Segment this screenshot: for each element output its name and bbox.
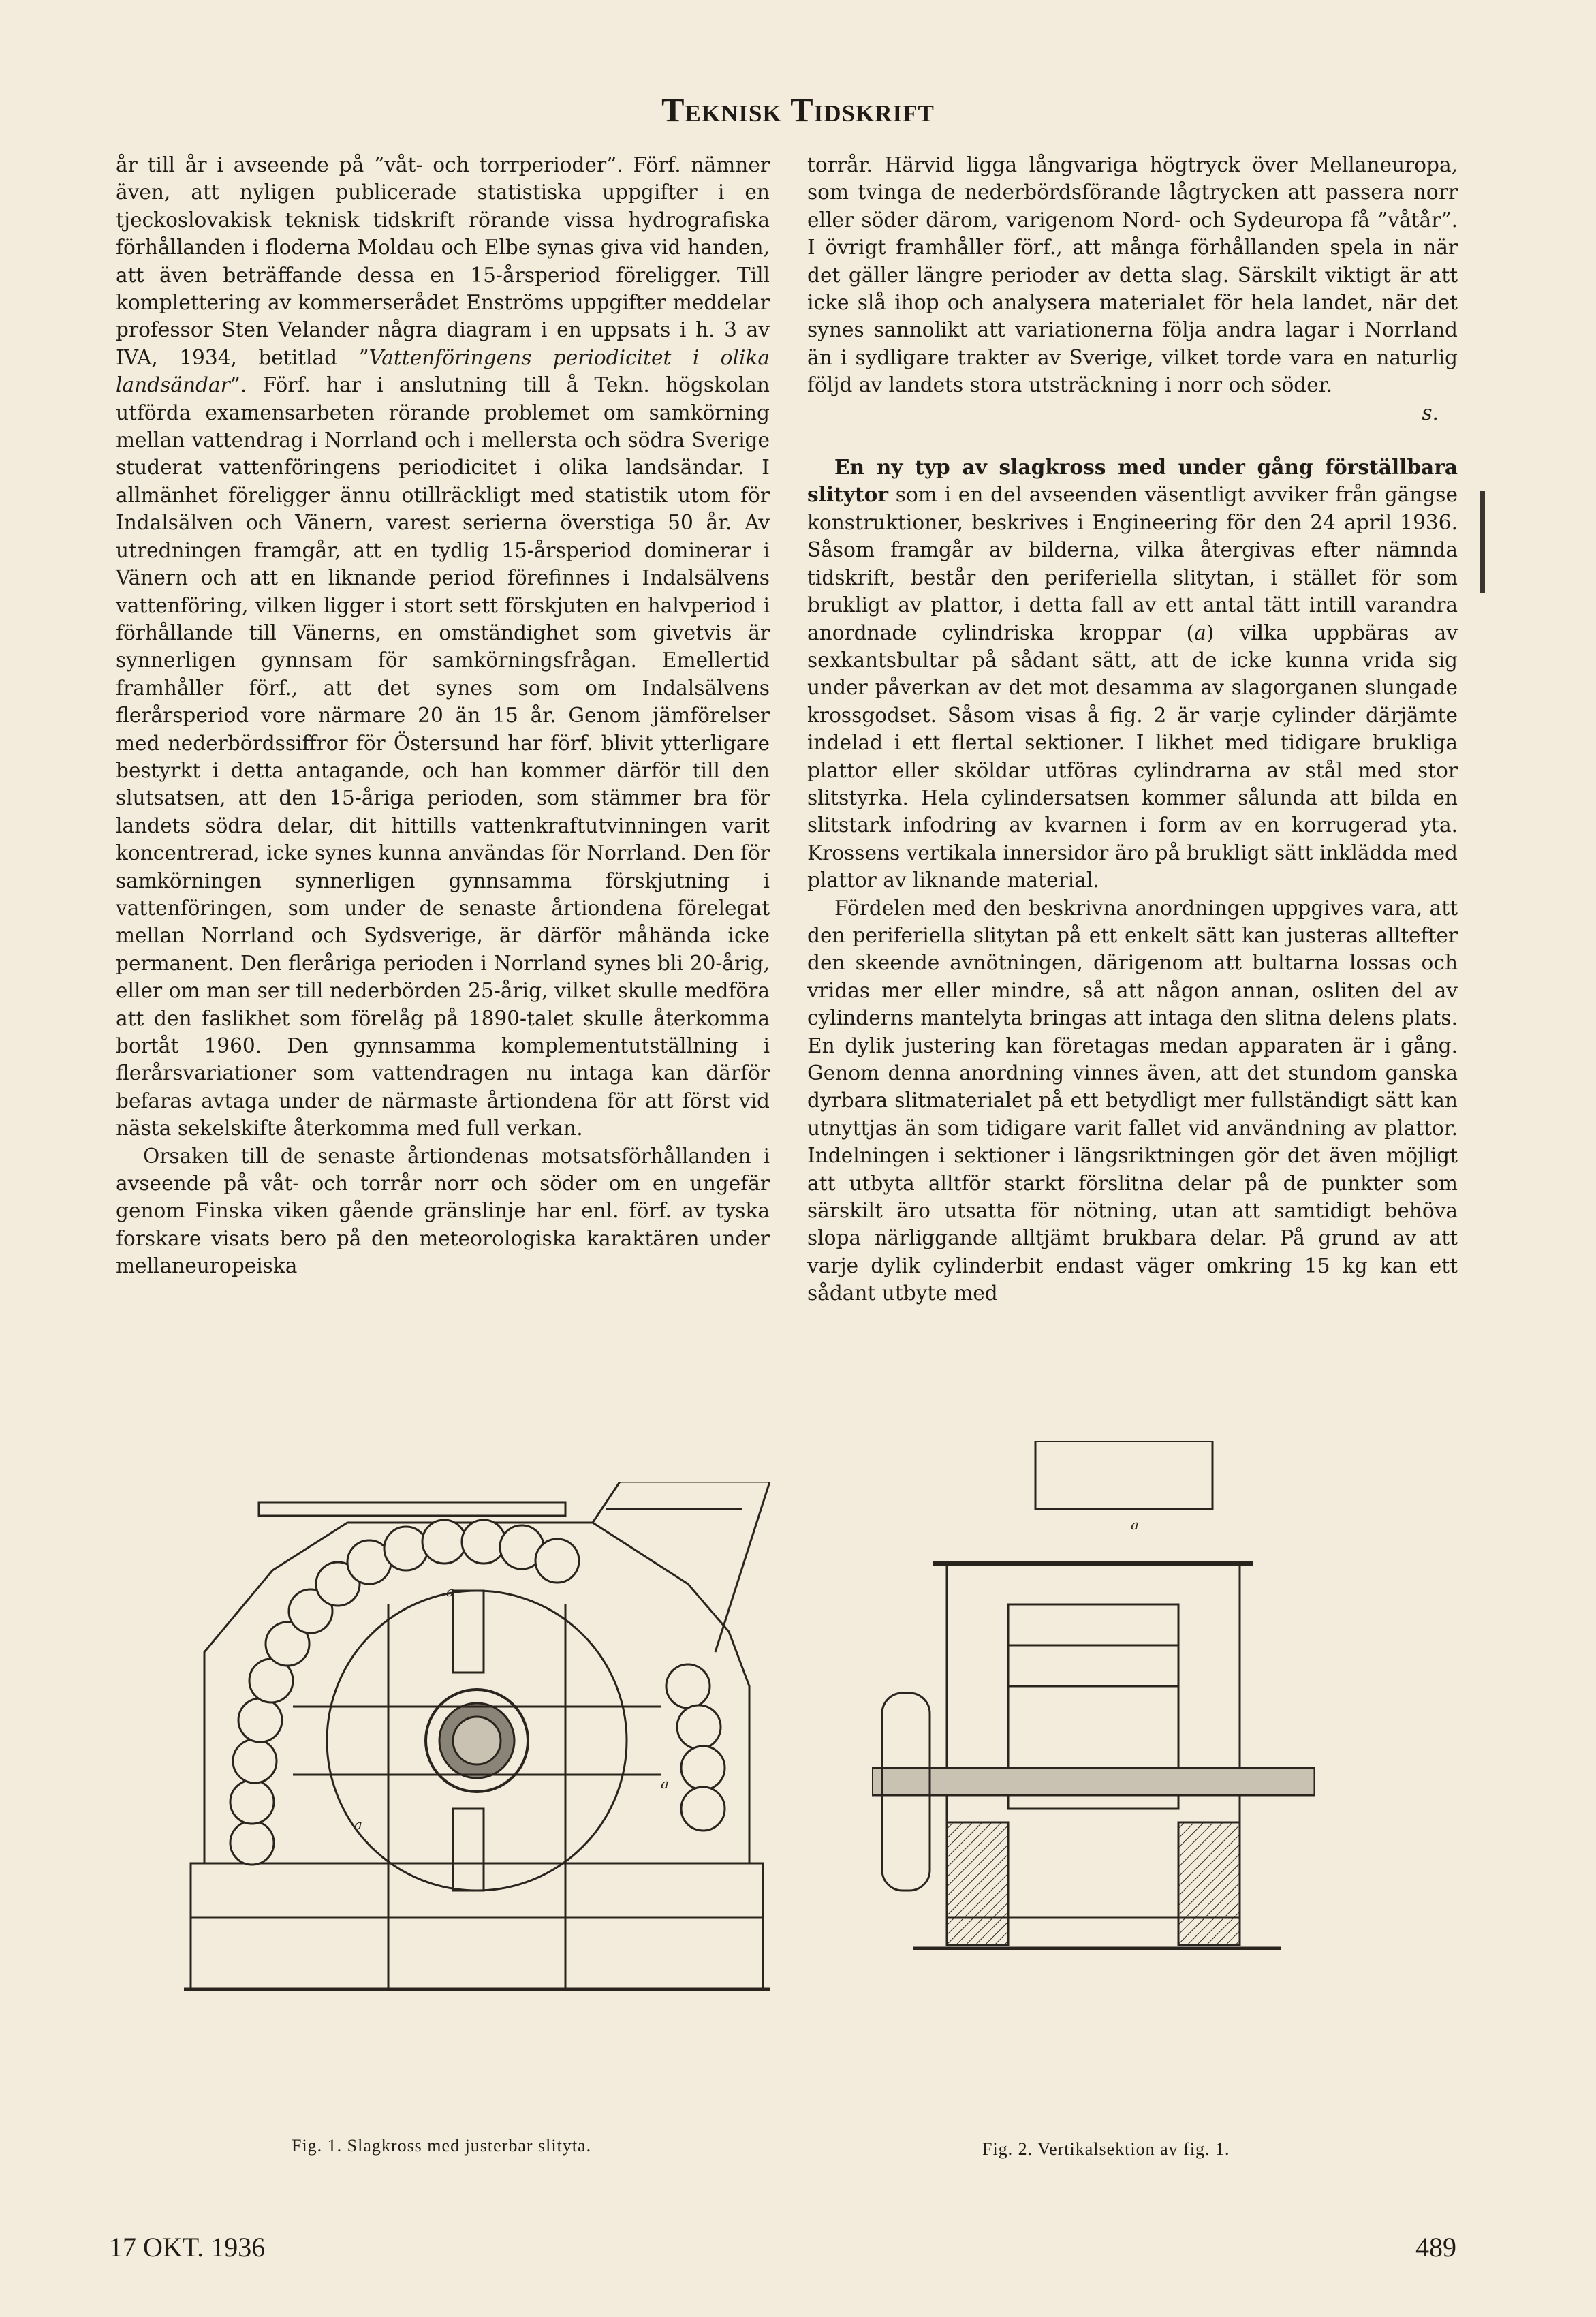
page-number: 489	[1415, 2232, 1456, 2262]
author-signature: s.	[1422, 401, 1439, 424]
fig2-caption: Fig. 2. Vertikalsektion av fig. 1.	[982, 2139, 1230, 2159]
fig2-vertical-section	[872, 1441, 1315, 2000]
right-p1-text: torrår. Härvid ligga långvariga högtryck över Mellaneuropa, som tvinga de nederbördsförande lågtrycken att passera norr eller söder därom, varigenom Nord- och Sydeuropa få ”våtår”. I övrigt framhåller förf., att många förhållanden spela in när det gäller längre perioder av detta slag. Särskilt viktigt är att icke slå ihop och analysera materialet för hela landet, när det synes sannolikt att variationerna följa andra lagar i Norrland än i sydligare trakter av Sverige, vilket torde vara en naturlig följd av landets stora utsträckning i norr och söder.	[807, 153, 1458, 397]
left-paragraph-2: Orsaken till de senaste årtiondenas motsatsförhållanden i avseende på våt- och torrår norr och söder om en ungefär genom Finska viken gående gränslinje har enl. förf. av tyska forskare visats bero på den meteorologiska karaktären under mellaneuropeiska	[116, 1144, 770, 1278]
right-paragraph-1	[807, 151, 1458, 426]
label-a-italic: a	[1194, 621, 1206, 644]
fig1-label-a-left: a	[354, 1816, 362, 1833]
fig2-label-a: a	[1131, 1517, 1139, 1533]
right-p2-rest: ) vilka uppbäras av sexkantsbultar på sådant sätt, att de icke kunna vrida sig under påverkan av det mot desamma av slagorganen slungade krossgodset. Såsom visas å fig. 2 är varje cylinder därjämte indelad i ett flertal sektioner. I likhet med tidigare brukliga plattor eller sköldar utföras cylindrarna av stål med stor slitstyrka. Hela cylindersatsen kommer sålunda att bilda en slitstark infodring av kvarnen i form av en korrugerad yta. Krossens vertikala innersidor äro på brukligt sätt inklädda med plattor av liknande material.	[807, 621, 1458, 892]
right-paragraph-3: Fördelen med den beskrivna anordningen uppgives vara, att den periferiella slitytan på ett enkelt sätt kan justeras alltefter den skeende avnötningen, därigenom att bultarna lossas och vridas mer eller mindre, så att någon annan, osliten del av cylinderns mantelyta bringas att intaga den slitna delens plats. En dylik justering kan företagas medan apparaten är i gång. Genom denna anordning vinnes även, att det stundom ganska dyrbara slitmaterialet på ett betydligt mer fullständigt sätt kan utnyttjas än som tidigare varit fallet vid användning av plattor. Indelningen i sektioner i längsriktningen gör det även möjligt att utbyta alltför starkt förslitna delar på de punkter som särskilt äro utsatta för nötning, utan att samtidigt behöva slopa närliggande alltjämt brukbara delar. På grund av att varje dylik cylinderbit endast väger omkring 15 kg kan ett sådant utbyte med	[807, 896, 1458, 1305]
journal-title: Teknisk Tidskrift	[661, 91, 935, 129]
right-column	[807, 151, 1458, 1307]
issue-date: 17 OKT. 1936	[109, 2232, 266, 2262]
fig1-crusher-drawing	[184, 1482, 783, 2000]
left-paragraph-1	[116, 151, 770, 1142]
section-lead-heading: En ny typ av slagkross med under gång förställbara slitytor	[807, 455, 1458, 507]
right-p2-text: som i en del avseenden väsentligt avviker från gängse konstruktioner, beskrives i Engineering för den 24 april 1936. Såsom framgår av bilderna, vilka återgivas efter nämnda tidskrift, består den periferiella slitytan, i stället för som brukligt av plattor, i detta fall av ett antal tätt intill varandra anordnade cylindriska kroppar (	[807, 483, 1458, 644]
fig1-label-a-top: a	[446, 1583, 454, 1600]
left-p1-text: år till år i avseende på ”våt- och torrperioder”. Förf. nämner även, att nyligen publicerade statistiska uppgifter i en tjeckoslovakisk teknisk tidskrift rörande vissa hydrografiska förhållanden i floderna Moldau och Elbe synas giva vid handen, att även beträffande dessa en 15-årsperiod föreligger. Till komplettering av kommerserådet Enströms uppgifter meddelar professor Sten Velander några diagram i en uppsats i h. 3 av IVA, 1934, betitlad ”	[116, 153, 770, 369]
left-p1-rest: ”. Förf. har i anslutning till å Tekn. högskolan utförda examensarbeten rörande problemet om samkörning mellan vattendrag i Norrland och i mellersta och södra Sverige studerat vattenföringens periodicitet i olika landsändar. I allmänhet föreligger ännu otillräckligt med statistik utom för Indalsälven och Vänern, varest serierna överstiga 50 år. Av utredningen framgår, att en tydlig 15-årsperiod dominerar i Vänern och att en liknande period förefinnes i Indalsälvens vattenföring, vilken ligger i stort sett förskjuten en halvperiod i förhållande till Vänerns, en omständighet som givetvis är synnerligen gynnsam för samkörningsfrågan. Emellertid framhåller förf., att det synes som om Indalsälvens flerårsperiod vore närmare 20 än 15 år. Genom jämförelser med nederbördssiffror för Östersund har förf. blivit ytterligare bestyrkt i detta antagande, och han kommer därför till den slutsatsen, att den 15-åriga perioden, som stämmer bra för landets södra delar, dit hittills vattenkraftutvinningen varit koncentrerad, icke synes kunna användas för Norrland. Den för samkörningen synnerligen gynnsamma förskjutning i vattenföringen, som under de senaste årtiondena förelegat mellan Norrland och Sydsverige, är därför måhända icke permanent. Den fleråriga perioden i Norrland synes bli 20-årig, eller om man ser till nederbörden 25-årig, vilket skulle medföra att den faslikhet som förelåg på 1890-talet skulle återkomma bortåt 1960. Den gynnsamma komplementutställning i flerårsvariationer som vattendragen nu intaga kan därför befaras avtaga under de närmaste årtiondena för att först vid nästa sekelskifte återkomma med full verkan.	[116, 373, 770, 1140]
fig1-cylinder-ring	[230, 1520, 725, 1865]
fig1-label-a-right: a	[661, 1775, 669, 1792]
fig1-caption: Fig. 1. Slagkross med justerbar slityta.	[292, 2136, 592, 2156]
right-paragraph-2	[807, 454, 1458, 895]
left-column	[116, 151, 770, 1280]
article-title-italic: Vattenföringens periodicitet i olika landsändar	[116, 345, 770, 397]
margin-mark	[1480, 491, 1485, 593]
